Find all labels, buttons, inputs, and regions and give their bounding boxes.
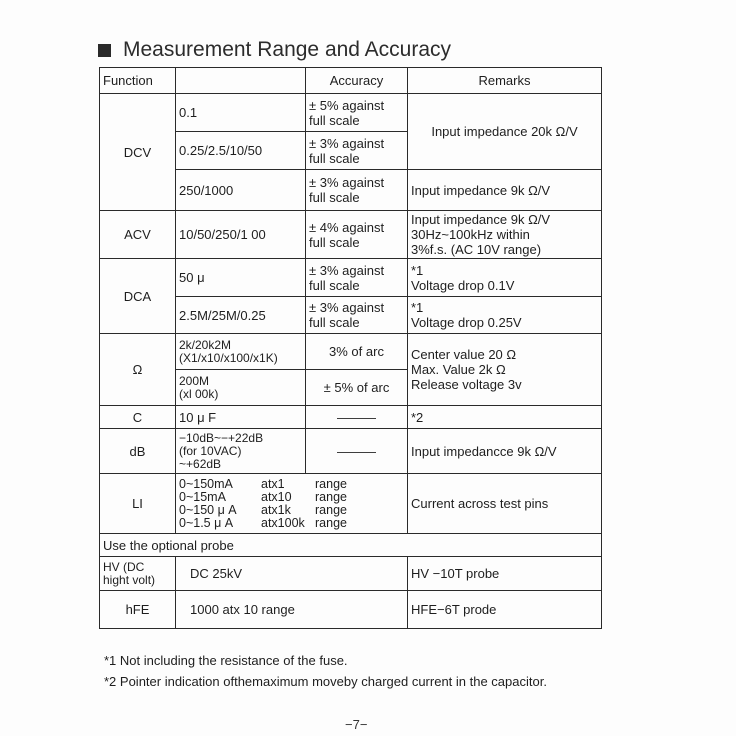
accuracy-cell: 3% of arc	[306, 334, 408, 370]
function-line: hight volt)	[103, 572, 156, 587]
function-c: C	[100, 406, 176, 429]
range-line: ~+62dB	[179, 456, 222, 471]
range-cell: 0.1	[176, 94, 306, 132]
accuracy-cell: ± 5% against full scale	[306, 94, 408, 132]
table-row	[100, 474, 602, 534]
square-bullet-icon	[98, 44, 111, 57]
li-range: 0~150mA	[179, 476, 233, 491]
range-line: −10dB~−+22dB	[179, 430, 264, 445]
table-header-row	[100, 68, 602, 94]
table-row	[100, 429, 602, 474]
measurement-table	[99, 67, 602, 629]
range-cell: 10 μ F	[176, 406, 306, 429]
li-multiplier: atx10	[261, 489, 292, 504]
remarks-line: *1	[411, 300, 424, 315]
accuracy-cell: ± 3% against full scale	[306, 297, 408, 334]
remarks-cell: Input impedancce 9k Ω/V	[408, 429, 602, 474]
remarks-line: Max. Value 2k Ω	[411, 362, 506, 377]
remarks-line: Center value 20 Ω	[411, 347, 517, 362]
remarks-line: 3%f.s. (AC 10V range)	[411, 242, 542, 257]
section-title	[98, 36, 451, 64]
section-title-text: Measurement Range and Accuracy	[123, 38, 452, 61]
header-range	[176, 68, 306, 94]
li-range: 0~150 μ A	[179, 502, 237, 517]
table-row	[100, 94, 602, 132]
li-range-word: range	[315, 476, 347, 491]
accuracy-cell: ± 3% against full scale	[306, 132, 408, 170]
range-cell	[176, 429, 306, 474]
li-multiplier: atx1k	[261, 502, 291, 517]
remarks-line: Voltage drop 0.25V	[411, 315, 522, 330]
li-range-word: range	[315, 489, 347, 504]
range-line: (X1/x10/x100/x1K)	[179, 350, 278, 365]
li-range: 0~15mA	[179, 489, 226, 504]
table-row	[100, 557, 602, 591]
footnote-2: *2 Pointer indication ofthemaximum moveby charged current in the capacitor.	[104, 674, 547, 689]
li-range-word: range	[315, 515, 347, 530]
table-row	[100, 297, 602, 334]
page-number: −7−	[345, 717, 368, 732]
range-cell: 50 μ	[176, 259, 306, 297]
remarks-line: 30Hz~100kHz within	[411, 227, 530, 242]
function-dcv: DCV	[100, 94, 176, 211]
range-cell: 1000 atx 10 range	[176, 591, 408, 629]
range-line: (xl 00k)	[179, 386, 219, 401]
range-cell	[176, 370, 306, 406]
remarks-line: *1	[411, 262, 424, 278]
remarks-line: Release voltage 3v	[411, 377, 522, 392]
table-row	[100, 211, 602, 259]
table-row	[100, 259, 602, 297]
remarks-cell	[408, 259, 602, 297]
function-acv: ACV	[100, 211, 176, 259]
remarks-cell: HFE−6T prode	[408, 591, 602, 629]
table-row	[100, 406, 602, 429]
remarks-line: Input impedance 9k Ω/V	[411, 212, 551, 227]
table-row	[100, 591, 602, 629]
table-row	[100, 170, 602, 211]
range-cell	[176, 334, 306, 370]
range-cell: DC 25kV	[176, 557, 408, 591]
remarks-cell	[408, 334, 602, 406]
range-line: 200M	[179, 373, 210, 388]
li-multiplier: atx100k	[261, 515, 305, 530]
function-line: HV (DC	[103, 559, 145, 574]
range-cell: 2.5M/25M/0.25	[176, 297, 306, 334]
li-range-grid	[179, 478, 404, 530]
remarks-cell: Current across test pins	[408, 474, 602, 534]
li-range: 0~1.5 μ A	[179, 515, 234, 530]
accuracy-cell: ———	[306, 429, 408, 474]
accuracy-cell: ± 4% against full scale	[306, 211, 408, 259]
function-hv	[100, 557, 176, 591]
accuracy-cell: ± 3% against full scale	[306, 170, 408, 211]
function-li: LI	[100, 474, 176, 534]
range-cell: 250/1000	[176, 170, 306, 211]
remarks-cell: Input impedance 20k Ω/V	[408, 94, 602, 170]
header-remarks: Remarks	[408, 68, 602, 94]
li-range-word: range	[315, 502, 347, 517]
remarks-line: Voltage drop 0.1V	[411, 277, 515, 293]
function-ohm: Ω	[100, 334, 176, 406]
range-cell: 0.25/2.5/10/50	[176, 132, 306, 170]
li-range-cell	[176, 474, 408, 534]
optional-probe-heading: Use the optional probe	[100, 534, 602, 557]
li-multiplier: atx1	[261, 476, 285, 491]
remarks-cell: *2	[408, 406, 602, 429]
remarks-cell	[408, 211, 602, 259]
remarks-cell	[408, 297, 602, 334]
header-accuracy: Accuracy	[306, 68, 408, 94]
accuracy-cell: ± 3% against full scale	[306, 259, 408, 297]
table-row	[100, 334, 602, 370]
table-row	[100, 534, 602, 557]
remarks-cell: HV −10T probe	[408, 557, 602, 591]
accuracy-cell: ± 5% of arc	[306, 370, 408, 406]
range-cell: 10/50/250/1 00	[176, 211, 306, 259]
function-db: dB	[100, 429, 176, 474]
range-line: (for 10VAC)	[179, 443, 242, 458]
header-function: Function	[100, 68, 176, 94]
function-hfe: hFE	[100, 591, 176, 629]
range-line: 2k/20k2M	[179, 337, 232, 352]
accuracy-cell: ———	[306, 406, 408, 429]
footnote-1: *1 Not including the resistance of the fuse.	[104, 653, 348, 668]
remarks-cell: Input impedance 9k Ω/V	[408, 170, 602, 211]
function-dca: DCA	[100, 259, 176, 334]
